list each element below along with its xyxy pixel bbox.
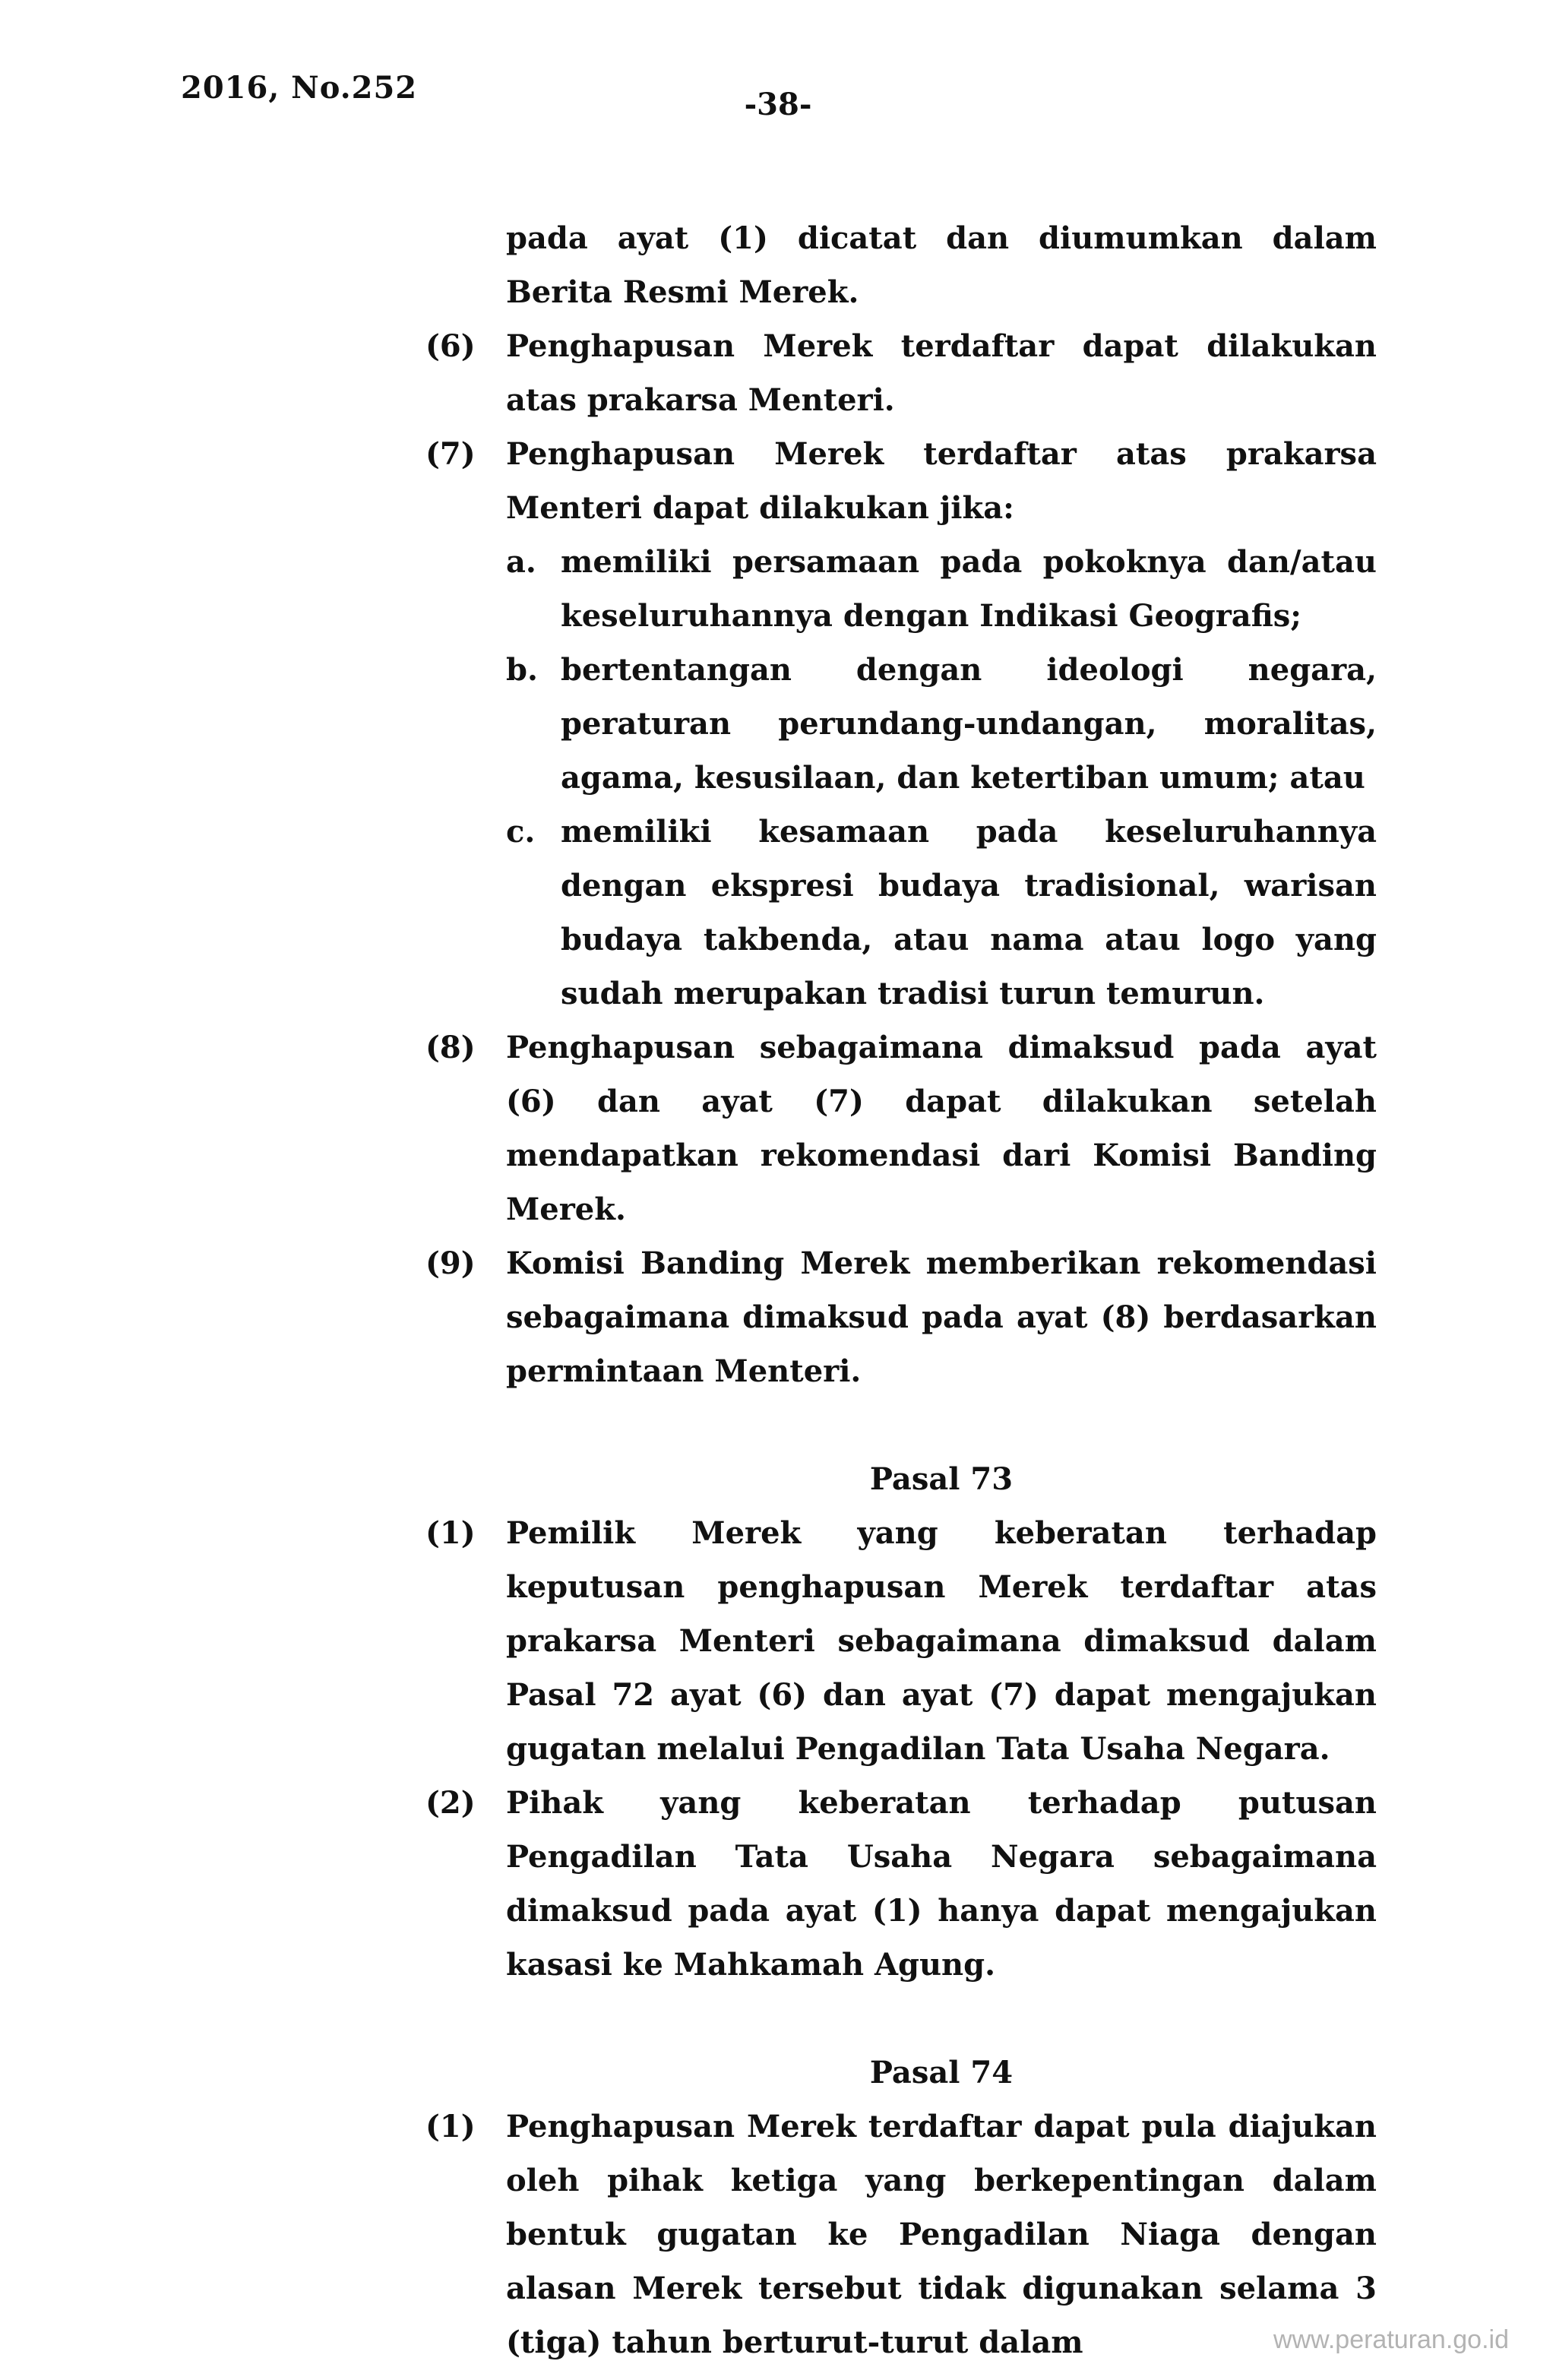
list-item-b: [506, 643, 1377, 805]
footer-watermark: www.peraturan.go.id: [1273, 2325, 1509, 2354]
continuation-paragraph: [425, 211, 1377, 319]
item-text: memiliki persamaan pada pokoknya dan/atau keseluruhannya dengan Indikasi Geografis;: [561, 544, 1377, 634]
ayat-number: (1): [425, 2109, 476, 2144]
ayat-number: (1): [425, 1515, 476, 1551]
ayat-text: Penghapusan sebagaimana dimaksud pada ayat (6) dan ayat (7) dapat dilakukan setelah mendapatkan rekomendasi dari Komisi Banding Merek.: [506, 1030, 1377, 1227]
ayat-6: [425, 319, 1377, 427]
pasal-73-ayat-1: [425, 1506, 1377, 1776]
document-body: [425, 211, 1377, 2369]
ayat-text: Penghapusan Merek terdaftar atas prakarsa Menteri dapat dilakukan jika:: [506, 436, 1377, 526]
ayat-number: (7): [425, 436, 476, 472]
item-text: memiliki kesamaan pada keseluruhannya dengan ekspresi budaya tradisional, warisan budaya takbenda, atau nama atau logo yang sudah merupakan tradisi turun temurun.: [561, 814, 1377, 1011]
continuation-text: pada ayat (1) dicatat dan diumumkan dalam Berita Resmi Merek.: [506, 220, 1377, 310]
gazette-reference: 2016, No.252: [181, 70, 418, 106]
item-letter: c.: [506, 814, 536, 850]
ayat-number: (9): [425, 1245, 476, 1281]
ayat-number: (6): [425, 328, 476, 364]
ayat-7-items: [506, 535, 1377, 1021]
ayat-text: Penghapusan Merek terdaftar dapat pula diajukan oleh pihak ketiga yang berkepentingan dalam bentuk gugatan ke Pengadilan Niaga dengan alasan Merek tersebut tidak digunakan selama 3 (tiga) tahun berturut-turut dalam: [506, 2109, 1377, 2360]
item-text: bertentangan dengan ideologi negara, peraturan perundang-undangan, moralitas, agama, kesusilaan, dan ketertiban umum; atau: [561, 652, 1377, 796]
page-number: -38-: [744, 87, 812, 122]
ayat-9: [425, 1236, 1377, 1398]
list-item-c: [506, 805, 1377, 1021]
ayat-text: Pihak yang keberatan terhadap putusan Pengadilan Tata Usaha Negara sebagaimana dimaksud pada ayat (1) hanya dapat mengajukan kasasi ke Mahkamah Agung.: [506, 1785, 1377, 1983]
ayat-text: Pemilik Merek yang keberatan terhadap keputusan penghapusan Merek terdaftar atas prakarsa Menteri sebagaimana dimaksud dalam Pasal 72 ayat (6) dan ayat (7) dapat mengajukan gugatan melalui Pengadilan Tata Usaha Negara.: [506, 1515, 1377, 1767]
list-item-a: [506, 535, 1377, 643]
ayat-number: (2): [425, 1785, 476, 1821]
pasal-74-heading: Pasal 74: [869, 2055, 1014, 2090]
ayat-text: Penghapusan Merek terdaftar dapat dilakukan atas prakarsa Menteri.: [506, 328, 1377, 418]
pasal-73-heading: Pasal 73: [869, 1461, 1014, 1497]
ayat-8: [425, 1021, 1377, 1236]
ayat-number: (8): [425, 1030, 476, 1065]
item-letter: b.: [506, 652, 538, 688]
ayat-7: [425, 427, 1377, 535]
pasal-73-ayat-2: [425, 1776, 1377, 1992]
item-letter: a.: [506, 544, 536, 580]
pasal-74-ayat-1: [425, 2100, 1377, 2369]
ayat-text: Komisi Banding Merek memberikan rekomendasi sebagaimana dimaksud pada ayat (8) berdasarkan permintaan Menteri.: [506, 1245, 1377, 1389]
